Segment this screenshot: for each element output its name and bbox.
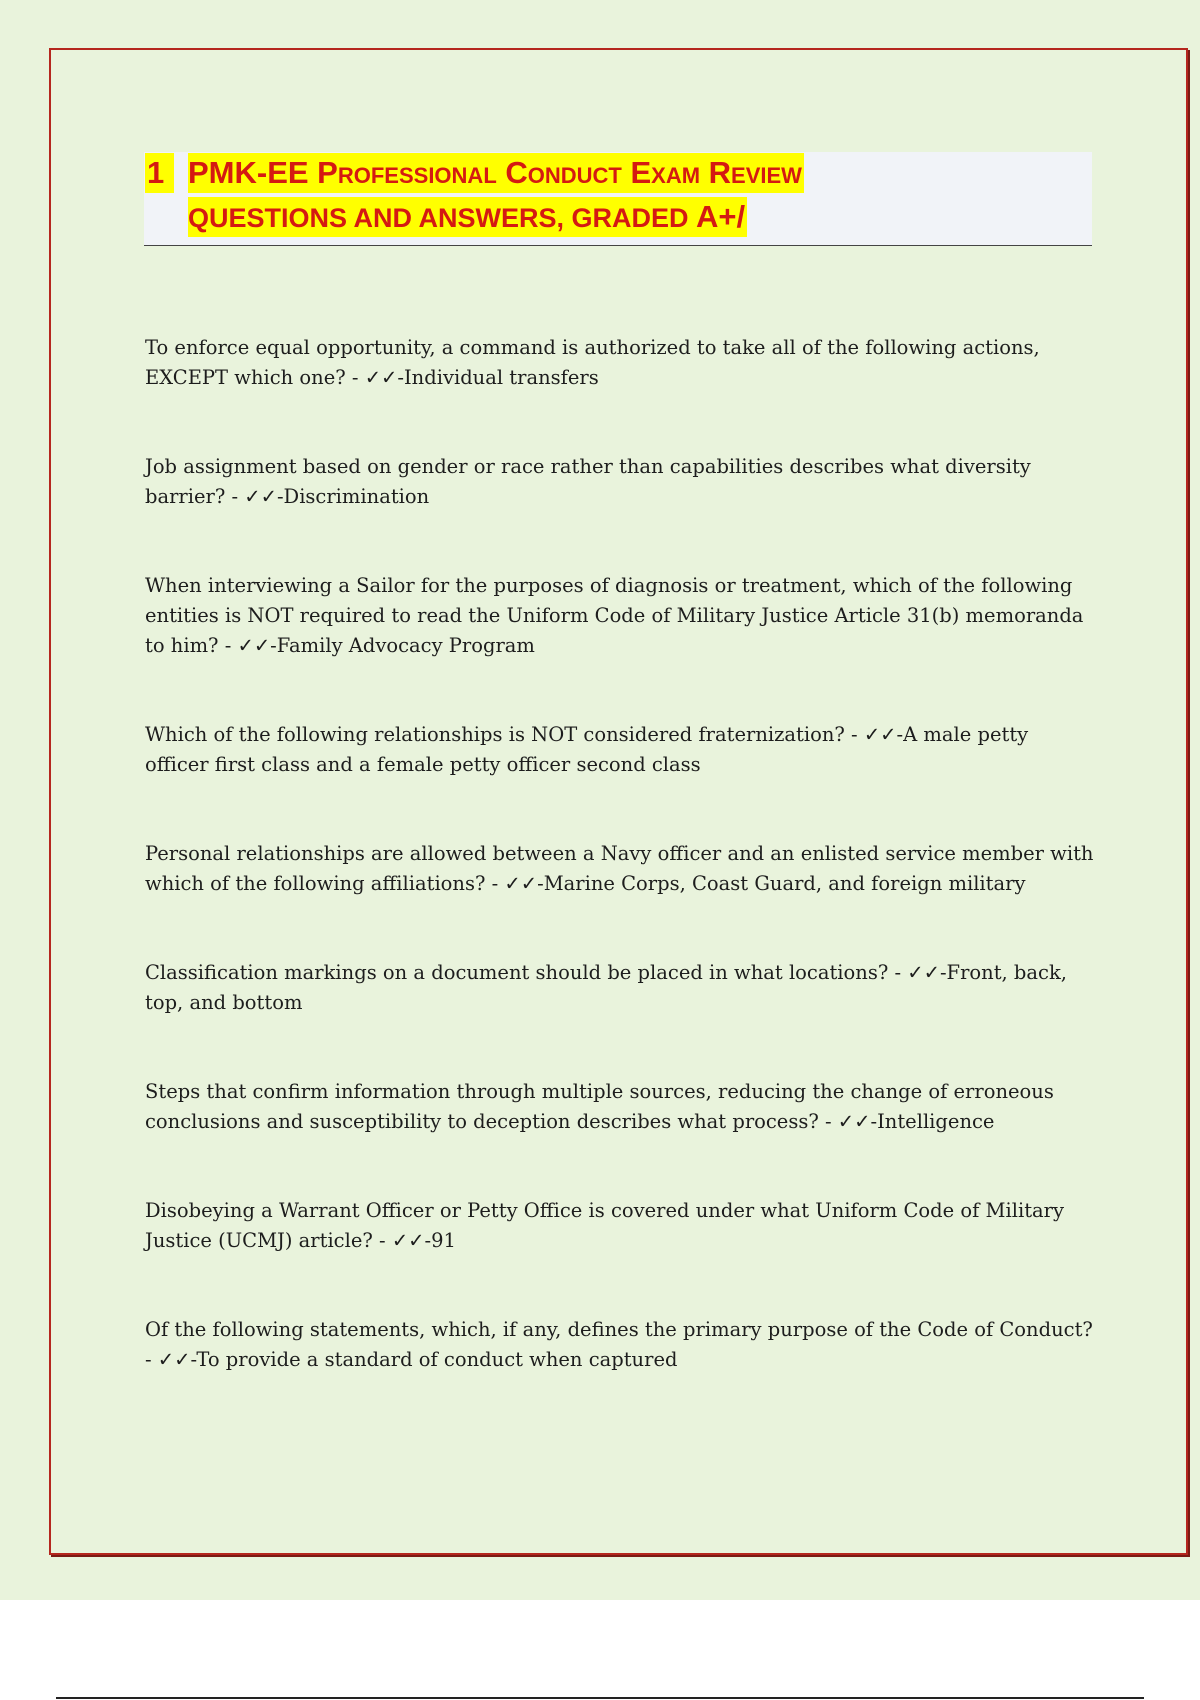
qa-item: Disobeying a Warrant Officer or Petty Office is covered under what Uniform Code of Military Justice (UCMJ) article? - ✓✓-91 — [145, 1199, 1065, 1252]
qa-item: Job assignment based on gender or race rather than capabilities describes what diversity barrier? - ✓✓-Discrimination — [145, 455, 1031, 508]
qa-item: Steps that confirm information through multiple sources, reducing the change of erroneous conclusions and susceptibility to deception describes what process? - ✓✓-Intelligence — [145, 1080, 1054, 1133]
qa-item: To enforce equal opportunity, a command is authorized to take all of the following actions, EXCEPT which one? - ✓✓-Individual transfers — [145, 336, 1040, 389]
qa-item: Which of the following relationships is NOT considered fraternization? - ✓✓-A male petty officer first class and a female petty officer second class — [145, 723, 1029, 776]
title-grade: A+/ — [696, 199, 746, 234]
qa-item: Personal relationships are allowed between a Navy officer and an enlisted service member with which of the following affiliations? - ✓✓-Marine Corps, Coast Guard, and foreign military — [145, 842, 1094, 895]
qa-item: Classification markings on a document should be placed in what locations? - ✓✓-Front, back, top, and bottom — [145, 961, 1067, 1014]
qa-item: Of the following statements, which, if any, defines the primary purpose of the Code of Conduct? - ✓✓-To provide a standard of conduct when captured — [145, 1318, 1093, 1371]
next-page-rule — [56, 1697, 1144, 1699]
document-title-block — [144, 152, 1092, 246]
title-line-1: PMK-EE Professional Conduct Exam Review — [188, 153, 804, 193]
title-line-2 — [188, 197, 747, 237]
question-answer-list — [145, 333, 1095, 1434]
title-number: 1 — [145, 153, 174, 193]
qa-item: When interviewing a Sailor for the purposes of diagnosis or treatment, which of the following entities is NOT required to read the Uniform Code of Military Justice Article 31(b) memoranda to him? - ✓✓-Family Advocacy Program — [145, 574, 1084, 657]
title-line-2-text: QUESTIONS AND ANSWERS, GRADED — [188, 203, 697, 233]
